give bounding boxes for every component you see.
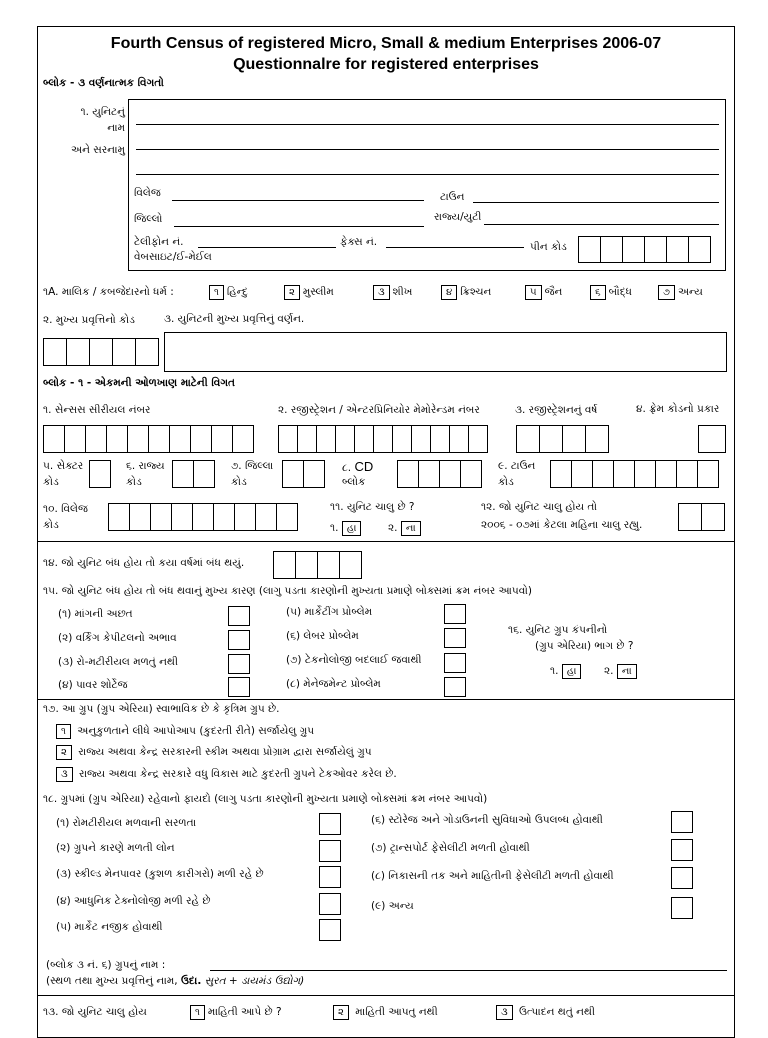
benefit-2: (૨) ગ્રુપને કારણે મળતી લોન (56, 842, 175, 854)
closure-reason-1: (૧) માંગની અછત (58, 608, 133, 620)
running-info-option-3[interactable]: ૩ ઉત્પાદન થતું નથી (496, 1005, 595, 1020)
village-field[interactable] (172, 200, 424, 201)
group-type-option-1[interactable]: ૧ અનુકુળતાને લીધે આપોઆપ (કુદરતી રીતે) સર્જાયેલુ ગ્રુપ (56, 724, 314, 739)
running-info-option-1[interactable]: ૧ માહિતી આપે છે ? (190, 1005, 282, 1020)
block3-title: બ્લોક - ૩ વર્ણનાત્મક વિગતો (43, 77, 164, 89)
town-field[interactable] (473, 202, 719, 203)
group-name-label: (બ્લોક ૩ નં. ૬) ગ્રુપનું નામ : (46, 959, 166, 971)
group-company-no[interactable]: ૨. ના (604, 664, 640, 679)
religion-option-1[interactable]: ૧ હિન્દુ (209, 285, 248, 300)
divider-1 (38, 541, 734, 542)
district-field[interactable] (174, 226, 424, 227)
village-label: વિલેજ (134, 187, 161, 199)
cd-label-2: બ્લોક (342, 476, 366, 488)
divider-3 (38, 995, 734, 996)
cd-block-cells[interactable] (397, 460, 481, 488)
religion-option-2[interactable]: ૨ મુસ્લીમ (284, 285, 334, 300)
village-code-label-2: કોડ (43, 519, 59, 531)
closure-box-6[interactable] (444, 628, 466, 648)
closure-reason-7: (૭) ટેકનોલોજી બદલાઈ જવાથી (286, 654, 422, 666)
reg-year-cells[interactable] (516, 425, 608, 453)
unit-name-label-3: અને સરનામુ (71, 144, 125, 156)
district-label: જિલ્લો (134, 213, 163, 225)
group-benefit-label: ૧૮. ગ્રુપમાં (ગ્રુપ એરિયા) રહેવાનો ફાયદો (લાગુ પડતા કારણોની મુખ્યતા પ્રમાણે બોક્સમાં ક્રમ નંબર આપવો) (43, 793, 488, 805)
benefit-1: (૧) રોમટીરીયલ મળવાની સરળતા (56, 817, 197, 829)
sector-cells[interactable] (89, 460, 110, 488)
closure-reason-8: (૮) મેનેજમેન્ટ પ્રોબ્લેમ (286, 678, 381, 690)
closure-box-5[interactable] (444, 604, 466, 624)
town-label: ટાઉન (440, 191, 465, 203)
town-code-cells[interactable] (550, 460, 718, 488)
phone-field[interactable] (198, 247, 336, 248)
village-code-cells[interactable] (108, 503, 297, 531)
group-type-option-2[interactable]: ૨ રાજ્ય અથવા કેન્દ્ર સરકારની સ્કીમ અથવા પ્રોગ્રામ દ્વારા સર્જાયેલું ગ્રુપ (56, 745, 372, 760)
religion-option-5[interactable]: ૫ જૈન (525, 285, 562, 300)
activity-code-label: ૨. મુખ્ય પ્રવૃત્તિનો કોડ (43, 314, 135, 326)
benefit-box-4[interactable] (319, 893, 341, 915)
benefit-box-2[interactable] (319, 840, 341, 862)
closure-reason-5: (૫) માર્કેટીંગ પ્રોબ્લેમ (286, 606, 373, 618)
district-code-label-2: કોડ (231, 476, 247, 488)
cd-label-1: ૮. CD (342, 459, 374, 474)
religion-option-3[interactable]: ૩ શીખ (373, 285, 412, 300)
benefit-box-8[interactable] (671, 867, 693, 889)
months-cells[interactable] (678, 503, 724, 531)
unit-running-label: ૧૧. યુનિટ ચાલુ છે ? (330, 501, 415, 513)
frame-code-cell[interactable] (698, 425, 726, 453)
months-label-1: ૧૨. જો યુનિટ ચાલુ હોય તો (481, 501, 597, 513)
sector-label-2: કોડ (43, 476, 59, 488)
fax-field[interactable] (386, 247, 524, 248)
village-code-label-1: ૧૦. વિલેજ (43, 503, 88, 515)
reg-label: ૨. રજીસ્ટ્રેશન / એન્ટરપ્રિનિયોર મેમોરેન્ડમ નંબર (278, 404, 480, 416)
name-line-3[interactable] (136, 174, 719, 175)
census-form (37, 26, 735, 1038)
benefit-box-3[interactable] (319, 866, 341, 888)
religion-option-4[interactable]: ૪ ક્રિશ્ચન (441, 285, 491, 300)
phone-label: ટેલીફોન નં. (134, 236, 184, 248)
closure-box-2[interactable] (228, 630, 250, 650)
closure-box-8[interactable] (444, 677, 466, 697)
months-label-2: ૨૦૦૬ - ૦૭માં કેટલા મહિના ચાલુ રહ્યુ. (481, 519, 643, 531)
sector-label-1: ૫. સેક્ટર (43, 460, 84, 472)
benefit-box-5[interactable] (319, 919, 341, 941)
benefit-box-6[interactable] (671, 811, 693, 833)
web-label: વેબસાઇટ/ઈ-મેઈલ (134, 251, 212, 263)
pin-code-cells[interactable] (578, 236, 710, 263)
benefit-8: (૮) નિકાસની તક અને માહિતીની ફેસેલીટી મળતી હોવાથી (371, 870, 614, 882)
serial-cells[interactable] (43, 425, 253, 453)
group-company-label-1: ૧૬. યુનિટ ગ્રુપ કંપનીનો (508, 624, 608, 636)
closure-reason-label: ૧૫. જો યુનિટ બંધ હોય તો બંધ થવાનું મુખ્ય કારણ (લાગુ પડતા કારણોની મુખ્યતા પ્રમાણે બોક્સમાં ક્રમ નંબર આપવો) (43, 585, 532, 597)
group-name-field[interactable] (210, 970, 727, 971)
closure-box-3[interactable] (228, 654, 250, 674)
district-code-cells[interactable] (282, 460, 324, 488)
group-company-yes[interactable]: ૧. હા (550, 664, 584, 679)
town-code-label-1: ૯. ટાઉન (498, 460, 536, 472)
frame-code-label: ૪. ફ્રેમ કોડનો પ્રકાર (636, 403, 720, 415)
district-code-label-1: ૭. જિલ્લા (231, 460, 274, 472)
unit-running-yes[interactable]: ૧. હા (330, 521, 364, 536)
divider-2 (38, 699, 734, 700)
closure-box-4[interactable] (228, 677, 250, 697)
unit-name-label-2: નામ (107, 122, 125, 134)
benefit-4: (૪) આધુનિક ટેક્નોલોજી મળી રહે છે (56, 895, 211, 907)
form-title: Fourth Census of registered Micro, Small & medium Enterprises 2006-07 (110, 35, 662, 52)
name-line-1[interactable] (136, 124, 719, 125)
group-name-hint: (સ્થળ તથા મુખ્ય પ્રવૃત્તિનું નામ, ઉદા. સુરત + ડાયમંડ ઉદ્યોગ) (46, 975, 305, 987)
benefit-6: (૬) સ્ટોરેજ અને ગોડાઉનની સુવિધાઓ ઉપલબ્ધ હોવાથી (371, 814, 603, 826)
fax-label: ફેક્સ નં. (340, 236, 378, 248)
benefit-9: (૯) અન્ય (371, 900, 414, 912)
block1-title: બ્લોક - ૧ - એકમની ઓળખાણ માટેની વિગત (43, 377, 235, 389)
running-info-label: ૧૩. જો યુનિટ ચાલુ હોય (43, 1006, 147, 1018)
state-code-label-2: કોડ (126, 476, 142, 488)
closed-year-cells[interactable] (273, 551, 361, 579)
state-label: રાજ્ય/યુટી (434, 211, 482, 223)
closed-year-label: ૧૪. જો યુનિટ બંધ હોય તો કયા વર્ષમાં બંધ થયું. (43, 557, 245, 569)
benefit-3: (૩) સ્કીલ્ડ મેનપાવર (કુશળ કારીગરો) મળી રહે છે (56, 868, 264, 880)
unit-name-label-1: ૧. યુનિટનું (80, 106, 125, 118)
benefit-box-9[interactable] (671, 897, 693, 919)
benefit-5: (૫) માર્કેટ નજીક હોવાથી (56, 921, 163, 933)
activity-desc-field[interactable] (164, 332, 727, 372)
closure-reason-4: (૪) પાવર શોર્ટેજ (58, 679, 128, 691)
name-line-2[interactable] (136, 149, 719, 150)
group-type-option-3[interactable]: ૩ રાજ્ય અથવા કેન્દ્ર સરકારે વધુ વિકાસ માટે કુદરતી ગ્રુપને ટેકઓવર કરેલ છે. (56, 767, 397, 782)
closure-reason-2: (૨) વર્કિંગ કેપીટલનો અભાવ (58, 632, 177, 644)
town-code-label-2: કોડ (498, 476, 514, 488)
reg-year-label: ૩. રજીસ્ટ્રેશનનું વર્ષ (515, 404, 598, 416)
group-company-label-2: (ગ્રુપ એરિયા) ભાગ છે ? (535, 640, 634, 652)
form-subtitle: Questionnalre for registered enterprises (233, 56, 539, 73)
state-code-label-1: ૬. રાજ્ય (126, 460, 165, 472)
reg-cells[interactable] (278, 425, 487, 453)
religion-label: ૧A. માલિક / કબજેદારનો ધર્મ : (43, 286, 174, 298)
benefit-7: (૭) ટ્રાન્સપોર્ટ ફેસેલીટી મળતી હોવાથી (371, 842, 530, 854)
group-type-label: ૧૭. આ ગ્રુપ (ગ્રુપ એરિયા) સ્વાભાવિક છે કે કૃત્રિમ ગ્રુપ છે. (43, 703, 280, 715)
serial-label: ૧. સેન્સસ સીરીયલ નંબર (43, 404, 151, 416)
closure-reason-3: (૩) રો-મટીરીયલ મળતું નથી (58, 656, 178, 668)
pin-label: પીન કોડ (530, 241, 567, 253)
religion-option-6[interactable]: ૬ બૌદ્ધ (590, 285, 632, 300)
closure-box-1[interactable] (228, 606, 250, 626)
state-code-cells[interactable] (172, 460, 214, 488)
benefit-box-7[interactable] (671, 839, 693, 861)
closure-reason-6: (૬) લેબર પ્રોબ્લેમ (286, 630, 359, 642)
religion-option-7[interactable]: ૭ અન્ય (658, 285, 703, 300)
activity-desc-label: ૩. યુનિટની મુખ્ય પ્રવૃત્તિનું વર્ણન. (164, 313, 305, 325)
running-info-option-2[interactable]: ૨ માહિતી આપતુ નથી (333, 1005, 438, 1020)
benefit-box-1[interactable] (319, 813, 341, 835)
unit-running-no[interactable]: ૨. ના (388, 521, 424, 536)
state-field[interactable] (484, 224, 719, 225)
activity-code-cells[interactable] (43, 338, 158, 366)
closure-box-7[interactable] (444, 653, 466, 673)
